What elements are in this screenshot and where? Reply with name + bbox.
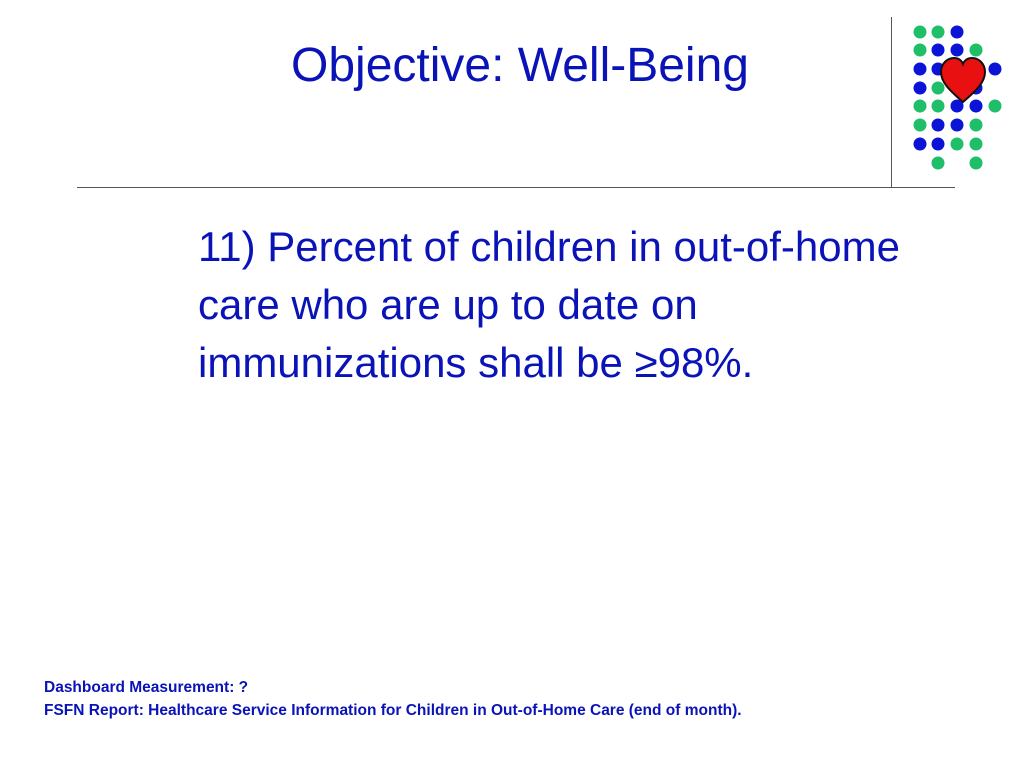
dot [970, 44, 983, 57]
dot [932, 82, 945, 95]
dot [914, 100, 927, 113]
heart-icon [941, 58, 985, 102]
vertical-divider [891, 17, 892, 187]
dot [951, 138, 964, 151]
slide-title: Objective: Well-Being [291, 39, 749, 92]
dot [989, 100, 1002, 113]
dot [914, 44, 927, 57]
dot [970, 100, 983, 113]
dot-grid-decoration [905, 20, 1015, 180]
dot [914, 63, 927, 76]
dot [932, 157, 945, 170]
dot [932, 138, 945, 151]
fsfn-report-note: FSFN Report: Healthcare Service Information for Children in Out-of-Home Care (end of month). [44, 702, 742, 719]
dot [970, 138, 983, 151]
dot [932, 26, 945, 39]
dot [932, 100, 945, 113]
dot [970, 157, 983, 170]
dot [932, 44, 945, 57]
dot [951, 44, 964, 57]
dot [914, 82, 927, 95]
dot [951, 119, 964, 132]
dot [914, 138, 927, 151]
objective-statement: 11) Percent of children in out-of-home care who are up to date on immunizations shall be ≥98%. [198, 223, 900, 386]
dot [951, 26, 964, 39]
dashboard-measurement-note: Dashboard Measurement: ? [44, 679, 249, 696]
horizontal-divider [77, 187, 955, 188]
footer-notes [44, 679, 904, 725]
dot [970, 119, 983, 132]
dot [914, 26, 927, 39]
dot [914, 119, 927, 132]
dot [932, 119, 945, 132]
dot [989, 63, 1002, 76]
